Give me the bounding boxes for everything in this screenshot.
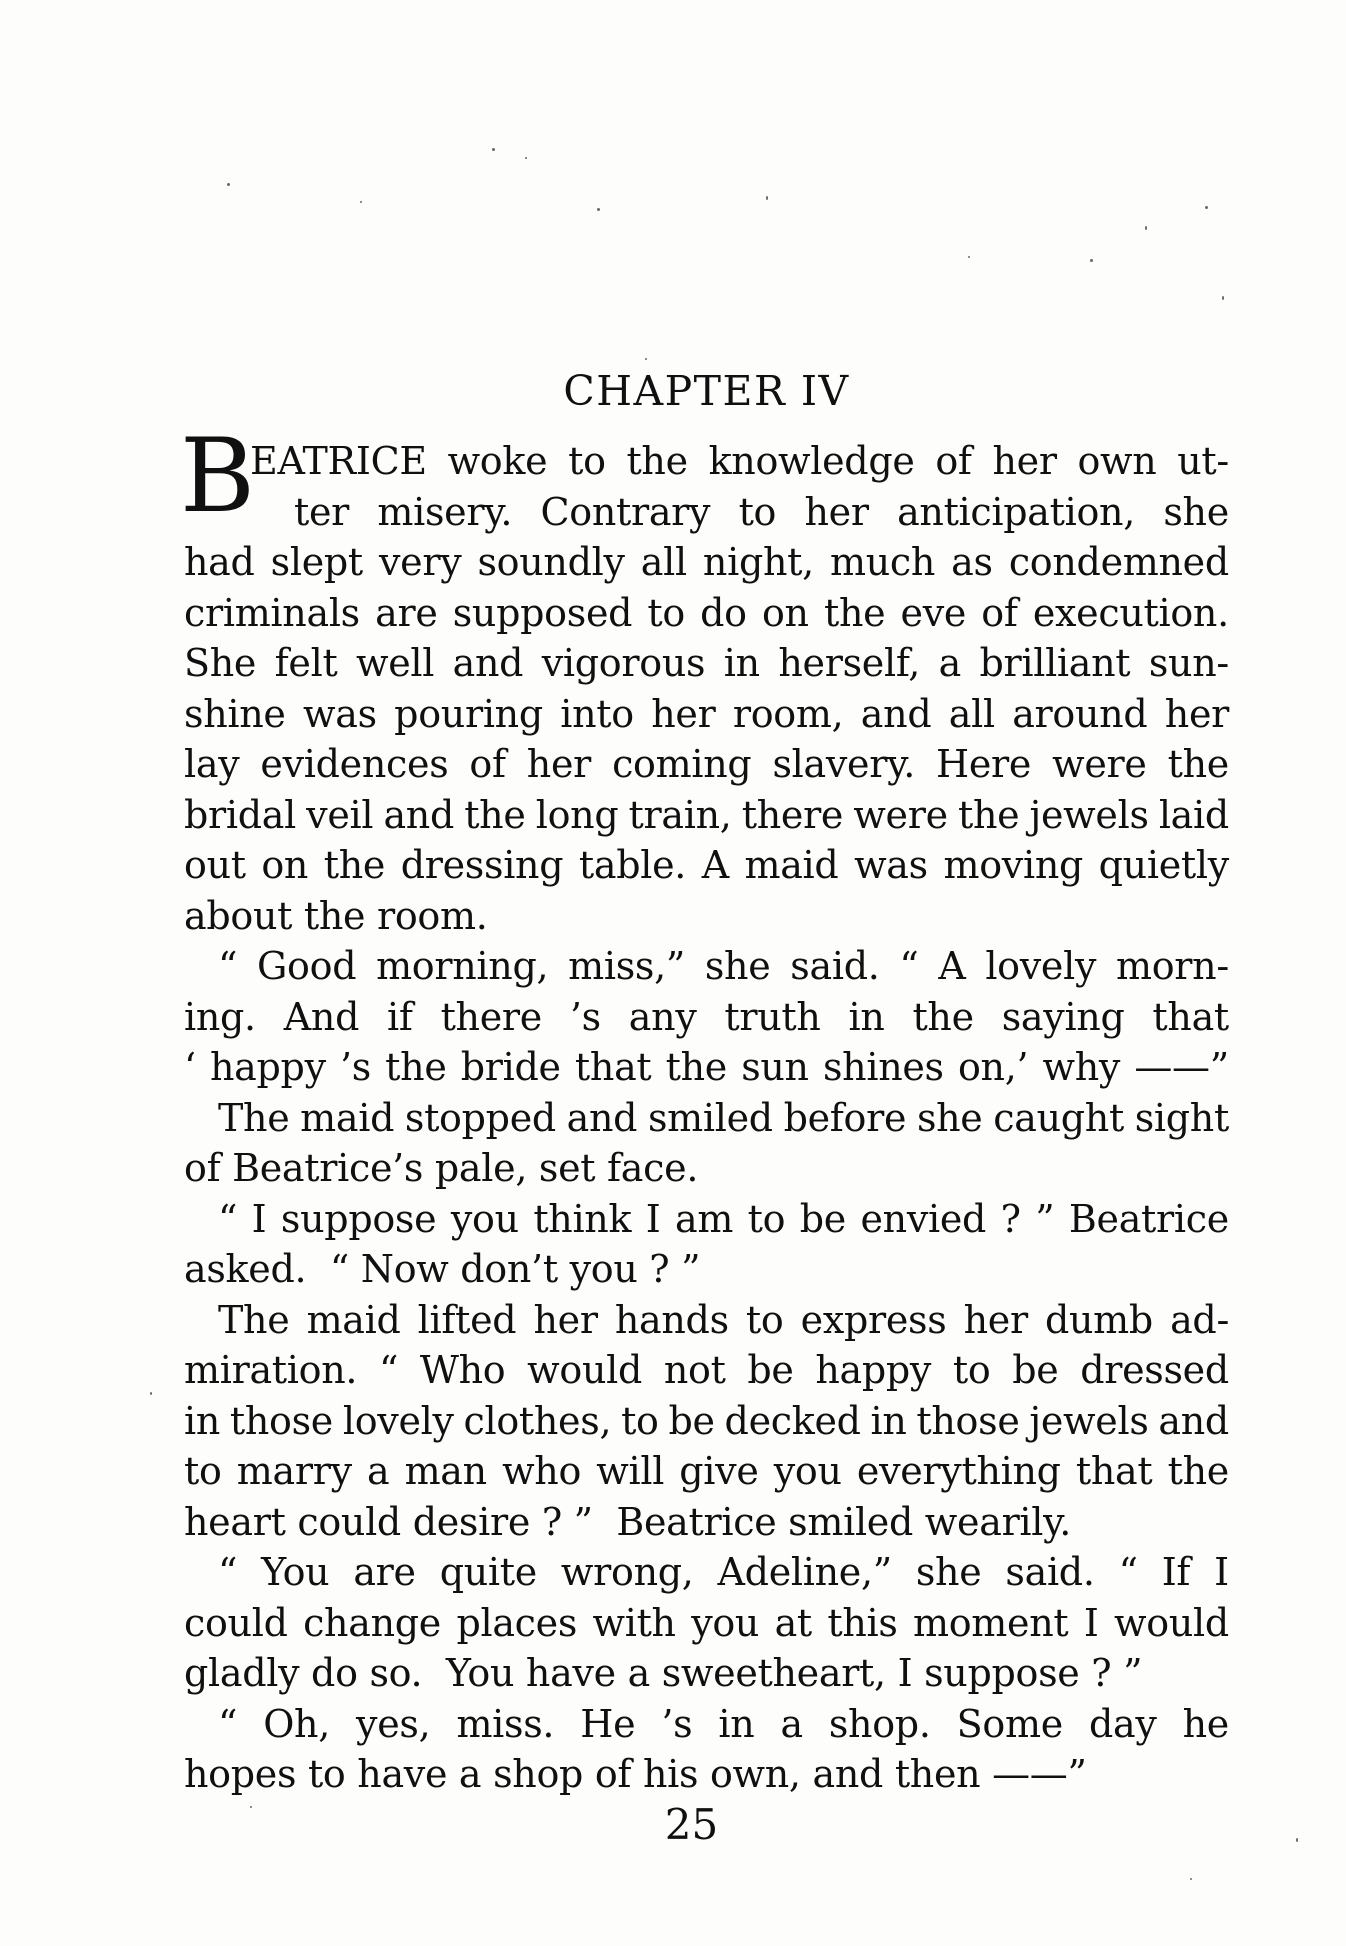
scan-speck [492,148,495,151]
scan-speck [968,256,970,258]
text-line: bridal veil and the long train, there were the jewels laid [184,792,1229,837]
text-line: gladly do so. You have a sweetheart, I suppose ? ” [184,1651,1143,1695]
scan-speck [227,183,230,186]
text-line: lay evidences of her coming slavery. Here were the [184,742,1229,786]
scan-speck [360,201,362,203]
text-line: to marry a man who will give you everything that the [184,1449,1229,1493]
text-line: “ I suppose you think I am to be envied ? ” Beatrice [218,1196,1229,1241]
page-number: 25 [664,1800,719,1849]
scan-speck [1205,206,1208,209]
text-line: could change places with you at this moment I would [184,1600,1229,1645]
scan-speck [1090,259,1093,262]
scan-speck [1296,1838,1298,1842]
text-line: ter misery. Contrary to her anticipation, she [294,489,1229,534]
text-line: The maid lifted her hands to express her dumb ad- [218,1297,1229,1342]
text-line: EATRICE woke to the knowledge of her own ut- [250,439,1229,483]
scan-speck [766,196,768,200]
scan-speck [645,358,647,360]
text-line: criminals are supposed to do on the eve of execution. [184,590,1229,635]
text-line: heart could desire ? ” Beatrice smiled wearily. [184,1499,1072,1544]
scan-speck [1222,296,1224,300]
text-line: miration. “ Who would not be happy to be dressed [184,1348,1229,1392]
text-line: asked. “ Now don’t you ? ” [184,1247,701,1291]
scan-speck [525,157,527,159]
drop-cap: B [180,417,255,536]
text-line: of Beatrice’s pale, set face. [184,1146,699,1190]
text-line: ing. And if there ’s any truth in the saying that [184,994,1229,1039]
text-line: She felt well and vigorous in herself, a brilliant sun- [184,641,1229,685]
scan-speck [1145,226,1147,230]
text-line: “ You are quite wrong, Adeline,” she said. “ If I [218,1550,1229,1594]
text-line: ‘ happy ’s the bride that the sun shines on,’ why ——” [184,1045,1229,1089]
scan-speck [250,1806,252,1808]
text-line: had slept very soundly all night, much as condemned [184,540,1229,584]
text-line: in those lovely clothes, to be decked in those jewels and [184,1398,1229,1443]
text-line: “ Oh, yes, miss. He ’s in a shop. Some day he [218,1701,1229,1746]
text-line: “ Good morning, miss,” she said. “ A lovely morn- [218,944,1229,988]
text-line: about the room. [184,893,488,938]
text-line: out on the dressing table. A maid was moving quietly [184,843,1229,887]
chapter-heading: CHAPTER IV [563,367,850,415]
body-lines [184,436,1229,1800]
text-line: hopes to have a shop of his own, and then ——” [184,1752,1087,1796]
scan-speck [150,1392,152,1395]
text-line: The maid stopped and smiled before she caught sight [218,1095,1229,1140]
scan-speck [597,208,600,211]
text-line: shine was pouring into her room, and all around her [184,691,1229,736]
scan-speck [1190,1878,1192,1880]
